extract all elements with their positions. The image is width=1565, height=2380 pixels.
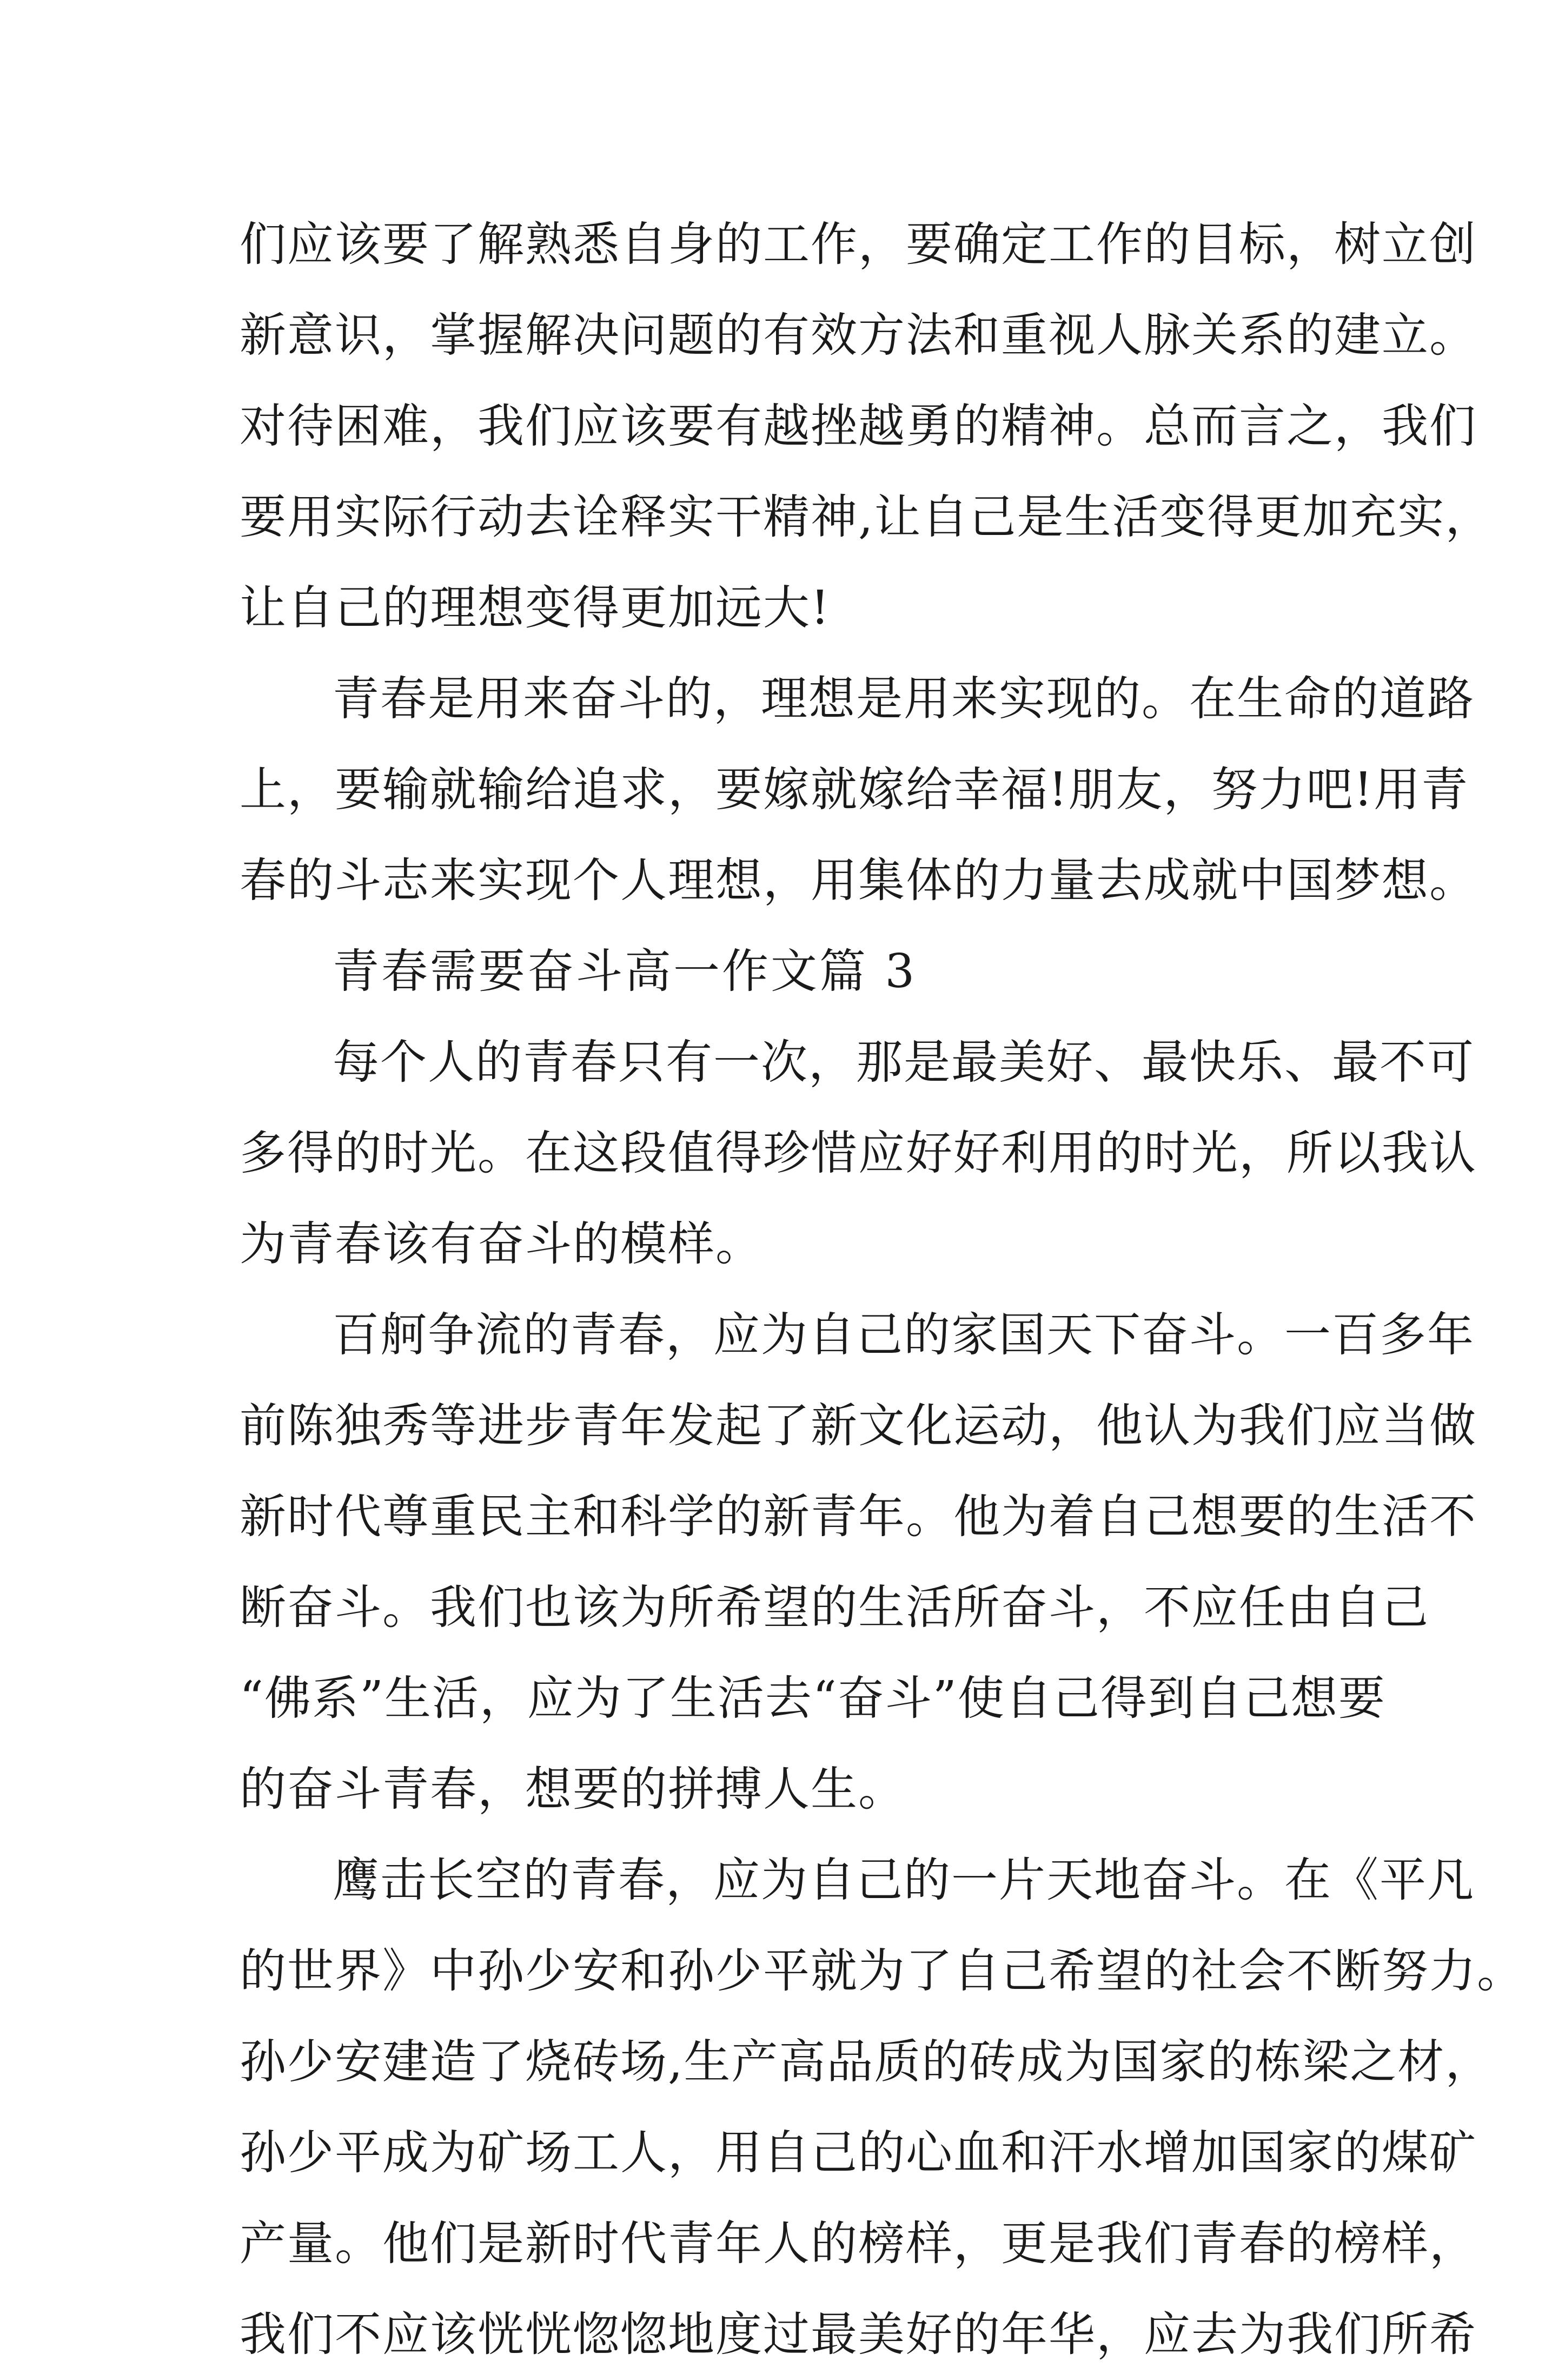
text-line: 断奋斗。我们也该为所希望的生活所奋斗，不应任由自己 bbox=[240, 1581, 1429, 1635]
text-line: 上，要输就输给追求，要嫁就嫁给幸福!朋友，努力吧!用青 bbox=[240, 763, 1469, 817]
text-line: 我们不应该恍恍惚惚地度过最美好的年华，应去为我们所希 bbox=[240, 2308, 1477, 2362]
text-line: 的世界》中孙少安和孙少平就为了自己希望的社会不断努力。 bbox=[240, 1944, 1524, 1998]
text-line: 青春是用来奋斗的，理想是用来实现的。在生命的道路 bbox=[333, 672, 1475, 726]
section-heading: 青春需要奋斗高一作文篇 3 bbox=[333, 944, 917, 999]
text-line: 孙少平成为矿场工人，用自己的心血和汗水增加国家的煤矿 bbox=[240, 2126, 1477, 2180]
document-body bbox=[240, 199, 1524, 2380]
text-line: 产量。他们是新时代青年人的榜样，更是我们青春的榜样， bbox=[240, 2217, 1477, 2271]
text-line: 们应该要了解熟悉自身的工作，要确定工作的目标，树立创 bbox=[240, 217, 1477, 272]
text-line: “佛系”生活，应为了生活去“奋斗”使自己得到自己想要 bbox=[240, 1671, 1386, 1726]
text-line: 孙少安建造了烧砖场,生产高品质的砖成为国家的栋梁之材， bbox=[240, 2035, 1493, 2089]
text-line: 前陈独秀等进步青年发起了新文化运动，他认为我们应当做 bbox=[240, 1399, 1477, 1453]
text-line: 鹰击长空的青春，应为自己的一片天地奋斗。在《平凡 bbox=[333, 1853, 1475, 1907]
text-line: 为青春该有奋斗的模样。 bbox=[240, 1217, 763, 1271]
text-line: 春的斗志来实现个人理想，用集体的力量去成就中国梦想。 bbox=[240, 854, 1477, 908]
text-line: 的奋斗青春，想要的拼搏人生。 bbox=[240, 1762, 906, 1816]
text-line: 新时代尊重民主和科学的新青年。他为着自己想要的生活不 bbox=[240, 1490, 1477, 1544]
text-line: 让自己的理想变得更加远大! bbox=[240, 581, 831, 635]
text-line: 新意识，掌握解决问题的有效方法和重视人脉关系的建立。 bbox=[240, 308, 1477, 362]
text-line: 百舸争流的青春，应为自己的家国天下奋斗。一百多年 bbox=[333, 1308, 1475, 1362]
text-line: 要用实际行动去诠释实干精神,让自己是生活变得更加充实， bbox=[240, 490, 1493, 544]
text-line: 多得的时光。在这段值得珍惜应好好利用的时光，所以我认 bbox=[240, 1126, 1477, 1180]
text-line: 对待困难，我们应该要有越挫越勇的精神。总而言之，我们 bbox=[240, 399, 1477, 453]
text-line: 每个人的青春只有一次，那是最美好、最快乐、最不可 bbox=[333, 1035, 1475, 1089]
